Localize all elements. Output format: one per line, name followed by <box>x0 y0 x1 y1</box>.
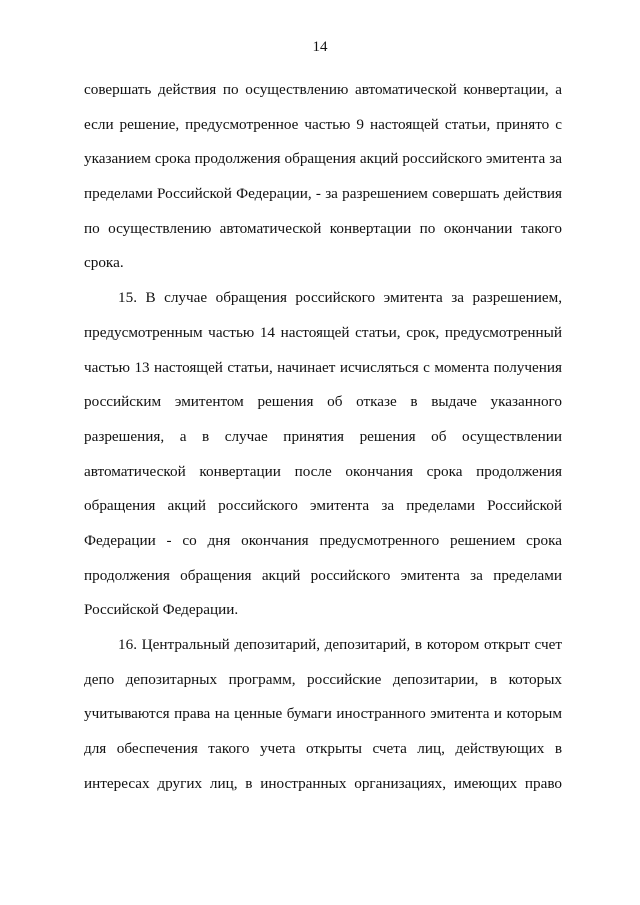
text-line: продолжения обращения акций российского эмитента за пределами <box>84 566 562 584</box>
text-line: совершать действия по осуществлению автоматической конвертации, а <box>84 81 562 98</box>
text-line: автоматической конвертации после окончания срока продолжения <box>84 462 562 480</box>
text-line: предусмотренным частью 14 настоящей статьи, срок, предусмотренный <box>84 323 562 341</box>
text-line: по осуществлению автоматической конвертации по окончании такого <box>84 219 562 237</box>
text-line: срока. <box>84 254 124 272</box>
text-line: пределами Российской Федерации, - за разрешением совершать действия <box>84 185 562 203</box>
text-line: российским эмитентом решения об отказе в выдаче указанного <box>84 393 562 411</box>
text-line: 16. Центральный депозитарий, депозитарий, в котором открыт счет <box>118 636 562 653</box>
text-line: обращения акций российского эмитента за пределами Российской <box>84 497 562 515</box>
text-line: депо депозитарных программ, российские депозитарии, в которых <box>84 670 562 688</box>
page-number: 14 <box>312 39 328 55</box>
text-line: 15. В случае обращения российского эмитента за разрешением, <box>118 289 562 307</box>
text-line: для обеспечения такого учета открыты счета лиц, действующих в <box>84 740 562 758</box>
text-line: Российской Федерации. <box>84 601 239 619</box>
text-line: интересах других лиц, в иностранных организациях, имеющих право <box>84 774 562 792</box>
text-line: указанием срока продолжения обращения акций российского эмитента за <box>84 150 562 168</box>
text-line: учитываются права на ценные бумаги иностранного эмитента и которым <box>84 705 562 723</box>
text-line: частью 13 настоящей статьи, начинает исчисляться с момента получения <box>84 358 562 376</box>
text-line: Федерации - со дня окончания предусмотренного решением срока <box>84 531 562 549</box>
text-line: если решение, предусмотренное частью 9 настоящей статьи, принято с <box>84 115 562 133</box>
document-body <box>84 73 562 801</box>
text-line: разрешения, а в случае принятия решения об осуществлении <box>84 427 562 445</box>
